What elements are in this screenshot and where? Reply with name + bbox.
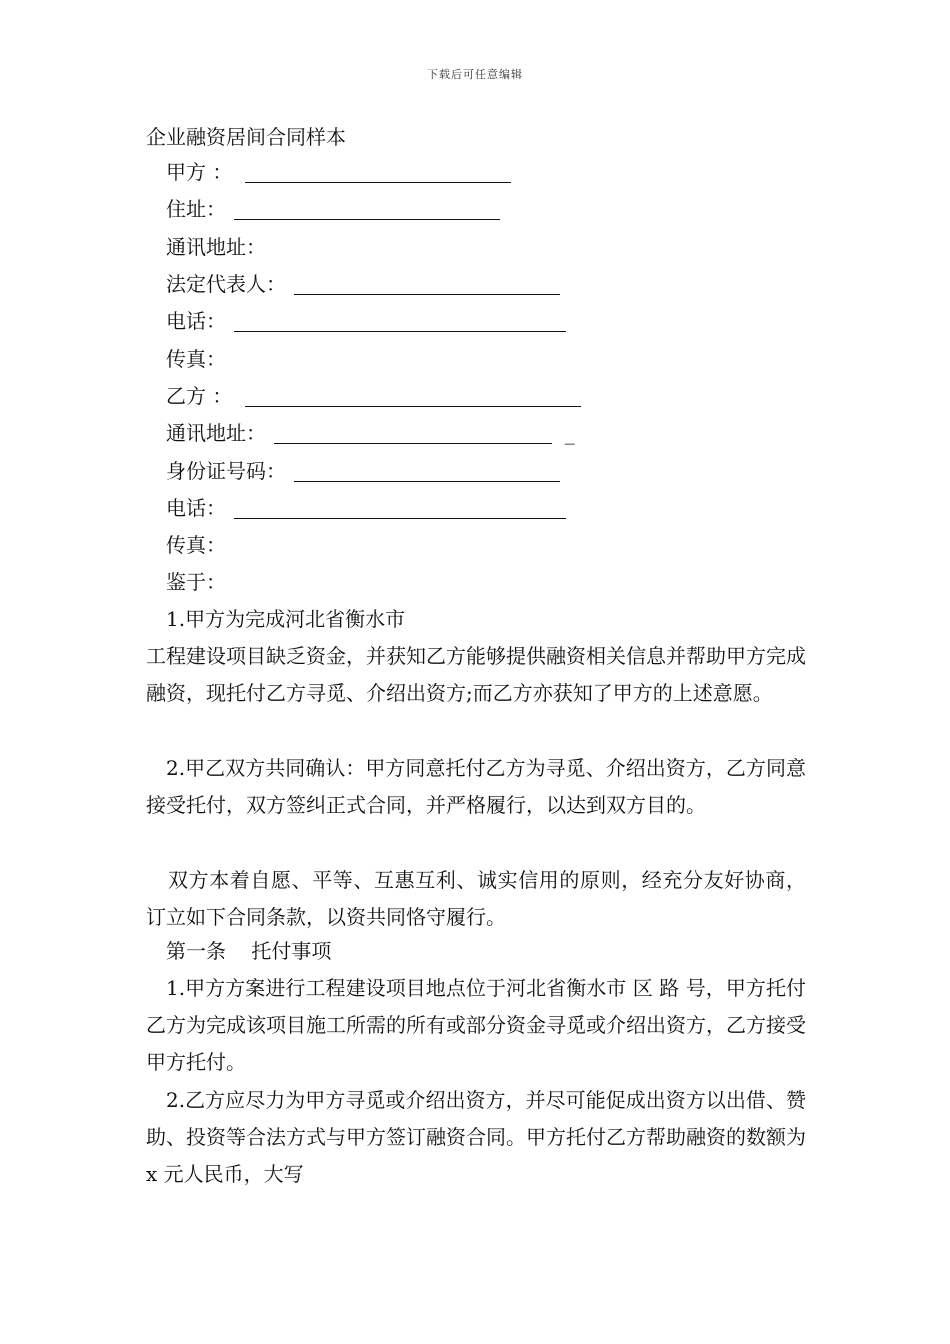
party-a-legal-rep-field (166, 269, 560, 299)
party-a-mail-address-label: 通讯地址： (166, 235, 266, 259)
party-b-mail-address-field (166, 418, 575, 448)
party-a-name-field (166, 157, 511, 187)
party-b-phone-blank (234, 496, 566, 519)
party-a-address-blank (234, 197, 500, 220)
party-a-address-field (166, 194, 500, 224)
party-b-id-field (166, 456, 560, 486)
principle-paragraph: 双方本着自愿、平等、互惠互利、诚实信用的原则，经充分友好协商，订立如下合同条款，以资共同恪守履行。 (146, 868, 806, 929)
party-b-fax-field (166, 530, 226, 560)
party-b-name-blank (245, 384, 581, 407)
party-a-phone-blank (234, 309, 566, 332)
party-b-fax-label: 传真： (166, 533, 226, 557)
whereas-1-line1-text: 1.甲方为完成河北省衡水市 (166, 607, 406, 631)
whereas-label-text: 鉴于： (166, 570, 226, 594)
article-1-item-2: 2.乙方应尽力为甲方寻觅或介绍出资方，并尽可能促成出资方以出借、赞助、投资等合法方式与甲方签订融资合同。甲方托付乙方帮助融资的数额为 x 元人民币，大写 (146, 1088, 806, 1186)
whereas-2-paragraph: 2.甲乙双方共同确认：甲方同意托付乙方为寻觅、介绍出资方，乙方同意接受托付，双方签纠正式合同，并严格履行，以达到双方目的。 (146, 756, 806, 817)
party-a-name-blank (245, 160, 511, 183)
party-b-phone-label: 电话： (166, 496, 226, 520)
party-b-id-blank (294, 459, 560, 482)
whereas-1-body: 工程建设项目缺乏资金，并获知乙方能够提供融资相关信息并帮助甲方完成融资，现托付乙方寻觅、介绍出资方;而乙方亦获知了甲方的上述意愿。 (146, 644, 806, 705)
party-a-fax-label: 传真： (166, 347, 226, 371)
header-note: 下载后可任意编辑 (427, 68, 523, 81)
party-b-phone-field (166, 493, 566, 523)
party-b-name-label: 乙方 ： (166, 384, 233, 408)
party-a-mail-address-field (166, 232, 266, 262)
whereas-label (166, 567, 226, 597)
party-b-name-field (166, 381, 581, 411)
party-a-legal-rep-label: 法定代表人： (166, 272, 286, 296)
party-b-id-label: 身份证号码： (166, 459, 286, 483)
party-a-phone-label: 电话： (166, 309, 226, 333)
party-a-fax-field (166, 344, 226, 374)
party-a-legal-rep-blank (294, 272, 560, 295)
whereas-1-line1 (166, 604, 405, 634)
party-a-phone-field (166, 306, 566, 336)
party-a-address-label: 住址： (166, 197, 226, 221)
party-b-mail-address-tail: _ (564, 421, 575, 445)
party-b-mail-address-blank (274, 421, 552, 444)
party-b-mail-address-label: 通讯地址： (166, 421, 266, 445)
article-1-heading: 第一条 托付事项 (166, 939, 332, 963)
document-title: 企业融资居间合同样本 (146, 125, 346, 149)
party-a-name-label: 甲方 ： (166, 160, 233, 184)
article-1-item-1: 1.甲方方案进行工程建设项目地点位于河北省衡水市 区 路 号，甲方托付乙方为完成该项目施工所需的所有或部分资金寻觅或介绍出资方，乙方接受甲方托付。 (146, 976, 806, 1074)
